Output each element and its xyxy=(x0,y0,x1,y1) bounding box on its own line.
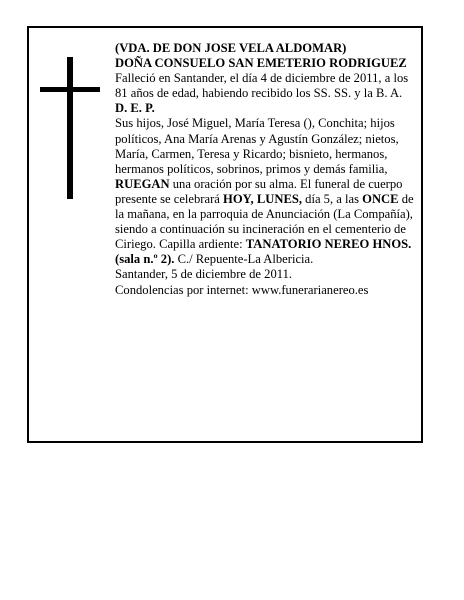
family-paragraph: Sus hijos, José Miguel, María Teresa (), Conchita; hijos políticos, Ana María Arenas y Agustín González; nietos, María, Carmen, Teresa y Ricardo; bisnieto, hermanos, hermanos políticos, sobrinos, primos y demás familia, xyxy=(115,116,399,176)
dep-line: D. E. P. xyxy=(115,101,155,116)
death-paragraph: Falleció en Santander, el día 4 de diciembre de 2011, a los 81 años de edad, habiendo recibido los SS. SS. y la B. A. xyxy=(115,71,409,101)
request-text-2: día 5, a las xyxy=(302,191,363,206)
hoy-lunes-text: HOY, LUNES, xyxy=(223,191,302,206)
date-place-line: Santander, 5 de diciembre de 2011. xyxy=(115,267,293,282)
request-text-3: de la mañana, en la parroquia de Anunciación (La Compañía), siendo a continuación su incineración en el cementerio de Ciriego. Capilla ardiente: xyxy=(115,191,414,252)
once-text: ONCE xyxy=(362,191,399,206)
request-text-4: C./ Repuente-La Albericia. xyxy=(174,252,314,267)
cross-horizontal-bar xyxy=(40,87,100,92)
request-paragraph xyxy=(115,177,421,268)
cross-icon xyxy=(40,57,102,199)
ruegan-text: RUEGAN xyxy=(115,176,170,191)
cross-vertical-bar xyxy=(67,57,73,199)
notice-text xyxy=(115,41,421,298)
request-text-1: una oración por su alma. El funeral de cuerpo presente se celebrará xyxy=(115,176,403,206)
widow-of-line: (VDA. DE DON JOSE VELA ALDOMAR) xyxy=(115,41,347,55)
obituary-notice xyxy=(27,26,423,443)
condolences-line: Condolencias por internet: www.funerarianereo.es xyxy=(115,282,369,297)
deceased-name: DOÑA CONSUELO SAN EMETERIO RODRIGUEZ xyxy=(115,56,407,71)
tanatorio-text: TANATORIO NEREO HNOS. (sala n.º 2). xyxy=(115,237,412,267)
